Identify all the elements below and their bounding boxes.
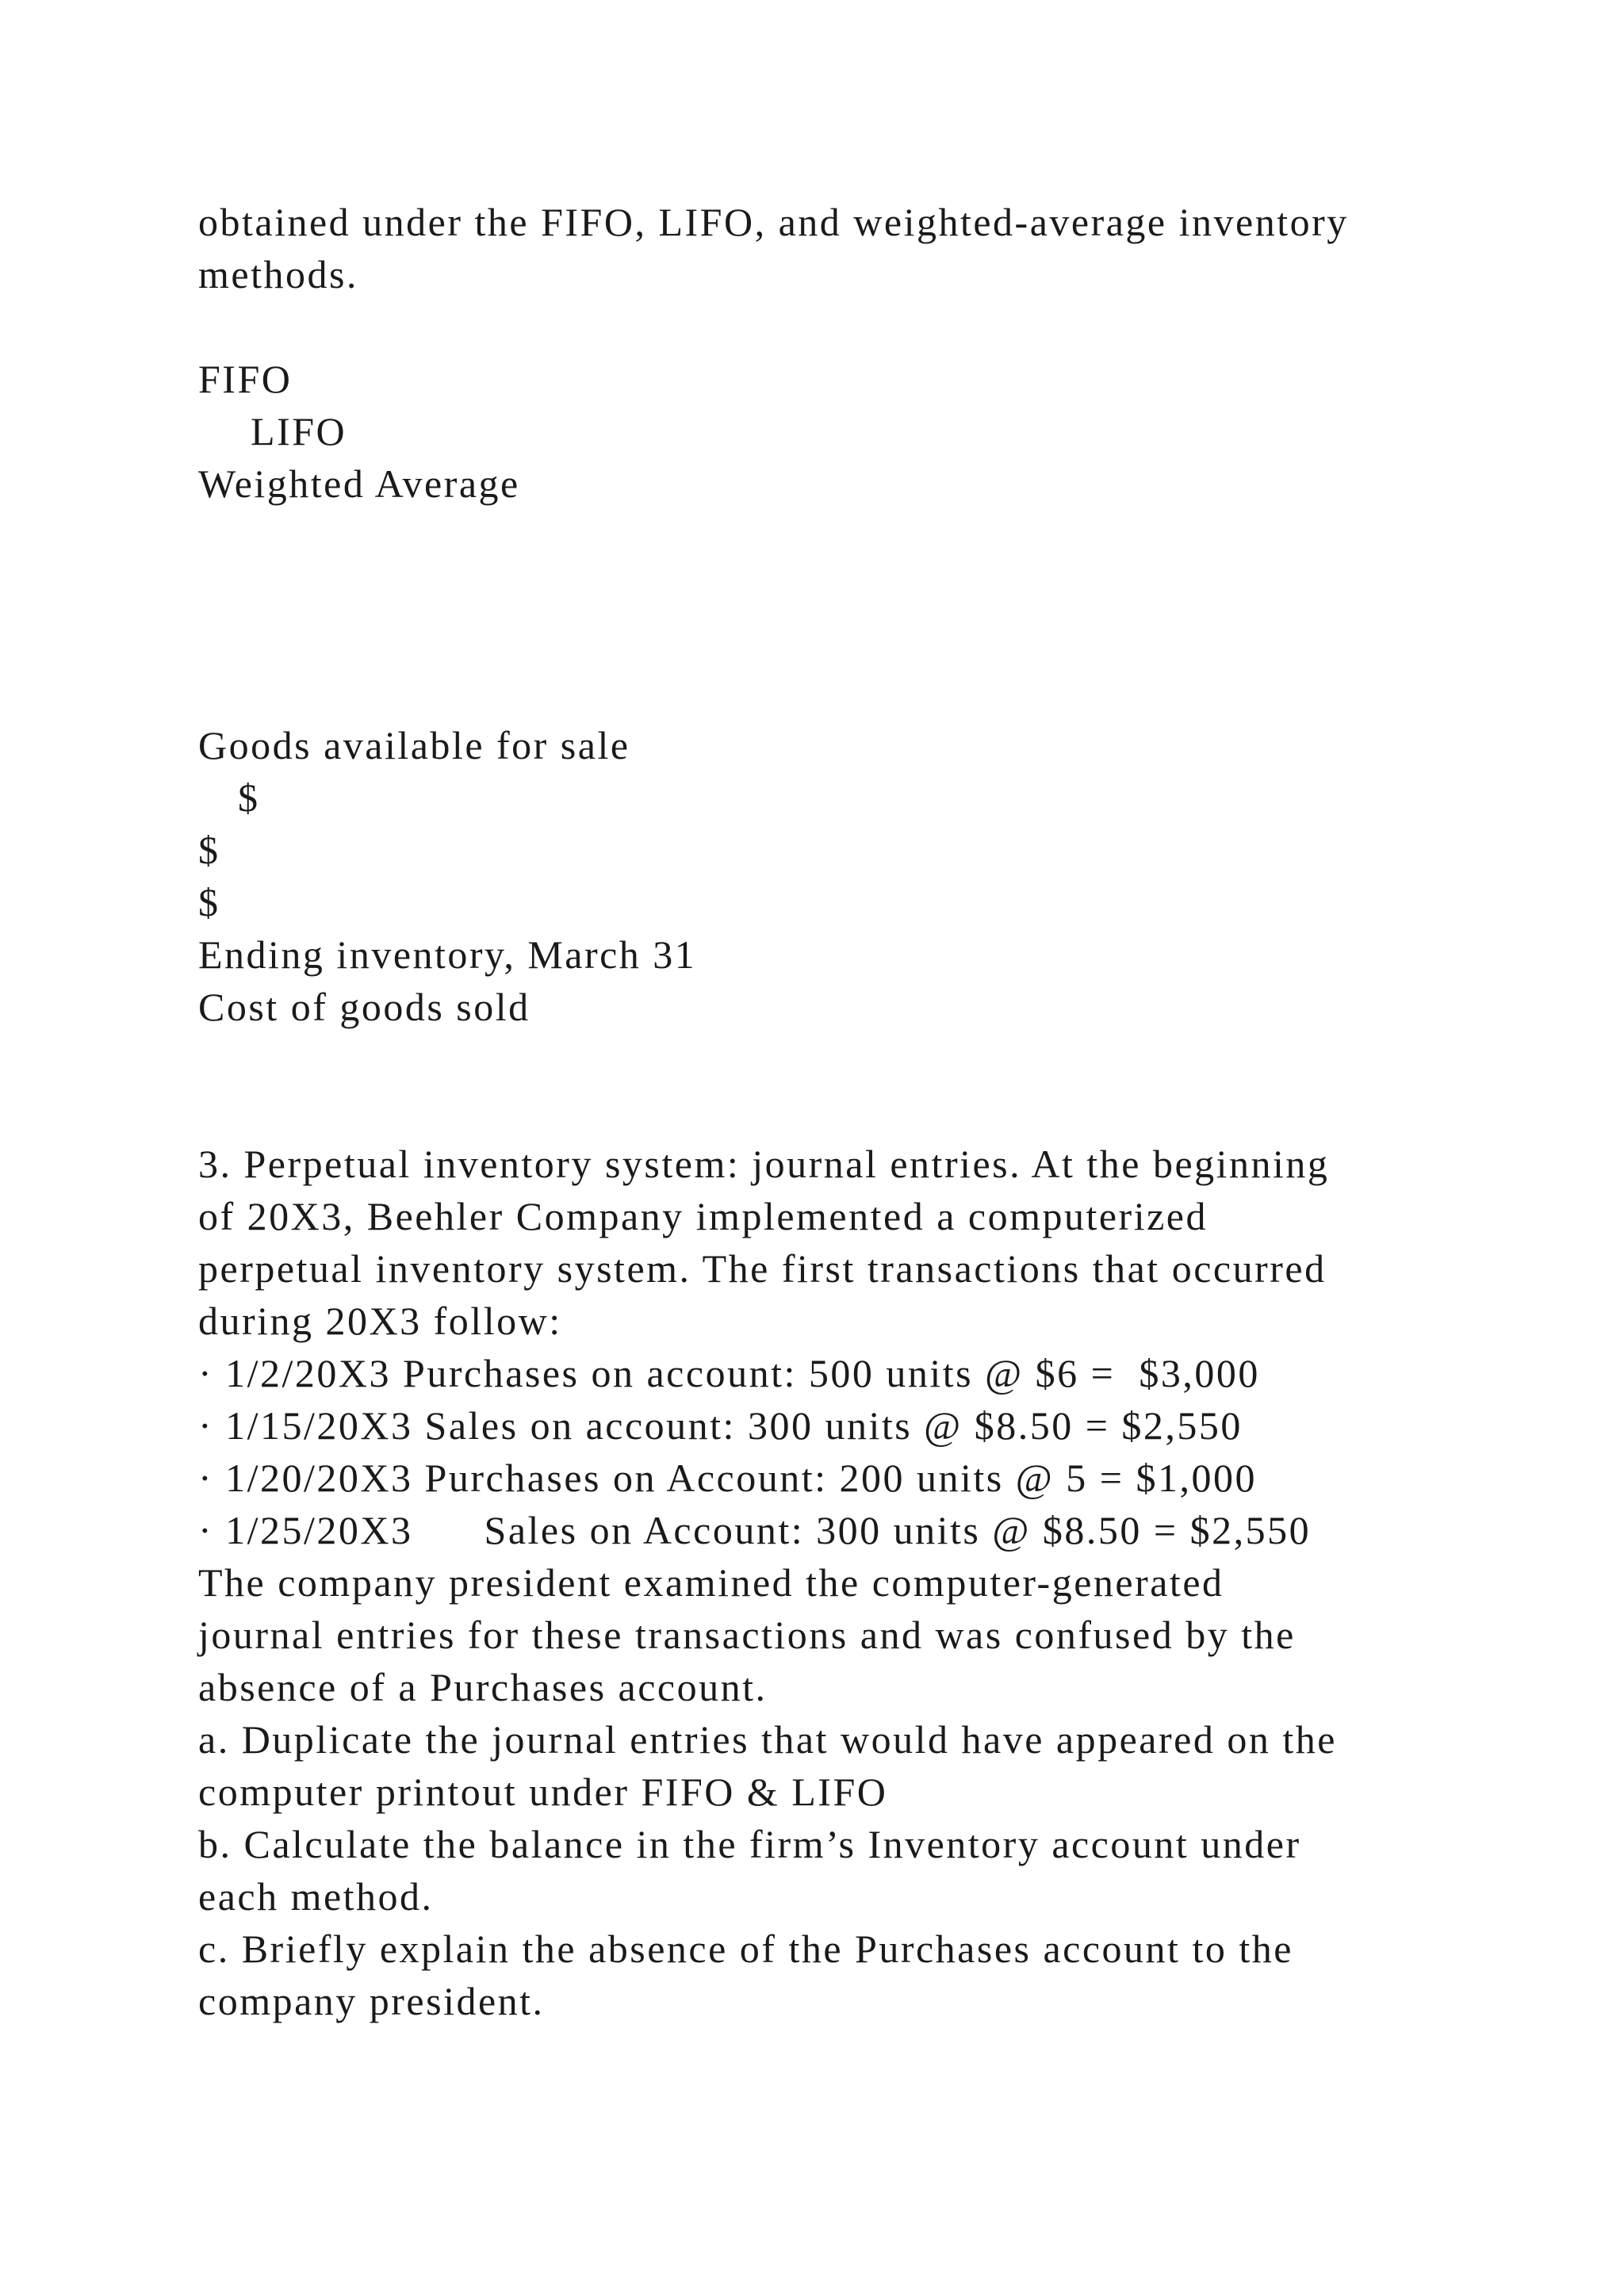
- text-line: journal entries for these transactions and was confused by the: [198, 1613, 1296, 1657]
- text-line: The company president examined the computer-generated: [198, 1560, 1224, 1605]
- text-line: methods.: [198, 252, 358, 297]
- text-line: obtained under the FIFO, LIFO, and weighted-average inventory: [198, 200, 1349, 244]
- row-label-cost-of-goods-sold: Cost of goods sold: [198, 985, 530, 1029]
- text-line: perpetual inventory system. The first transactions that occurred: [198, 1246, 1327, 1291]
- text-line: absence of a Purchases account.: [198, 1665, 768, 1709]
- column-header-lifo: LIFO: [251, 409, 347, 453]
- dollar-sign: $: [238, 775, 260, 820]
- column-header-weighted-average: Weighted Average: [198, 461, 520, 506]
- row-label-ending-inventory: Ending inventory, March 31: [198, 932, 697, 977]
- question-b: b. Calculate the balance in the firm’s Inventory account under: [198, 1822, 1301, 1866]
- problem-heading: 3. Perpetual inventory system: journal entries. At the beginning: [198, 1142, 1330, 1186]
- transaction-item: · 1/2/20X3 Purchases on account: 500 units @ $6 = $3,000: [198, 1351, 1260, 1395]
- dollar-sign: $: [198, 828, 220, 872]
- text-line: during 20X3 follow:: [198, 1299, 562, 1343]
- text-line: of 20X3, Beehler Company implemented a computerized: [198, 1194, 1208, 1238]
- transaction-item: · 1/20/20X3 Purchases on Account: 200 units @ 5 = $1,000: [198, 1456, 1257, 1500]
- row-label-goods-available: Goods available for sale: [198, 723, 630, 767]
- text-line: company president.: [198, 1979, 545, 2023]
- question-c: c. Briefly explain the absence of the Purchases account to the: [198, 1927, 1293, 1971]
- column-header-fifo: FIFO: [198, 357, 293, 401]
- dollar-sign: $: [198, 880, 220, 924]
- transaction-item: · 1/15/20X3 Sales on account: 300 units @ $8.50 = $2,550: [198, 1403, 1243, 1448]
- transaction-item: · 1/25/20X3 Sales on Account: 300 units @ $8.50 = $2,550: [198, 1508, 1312, 1552]
- text-line: computer printout under FIFO & LIFO: [198, 1770, 888, 1814]
- question-a: a. Duplicate the journal entries that would have appeared on the: [198, 1717, 1337, 1762]
- text-line: each method.: [198, 1874, 434, 1919]
